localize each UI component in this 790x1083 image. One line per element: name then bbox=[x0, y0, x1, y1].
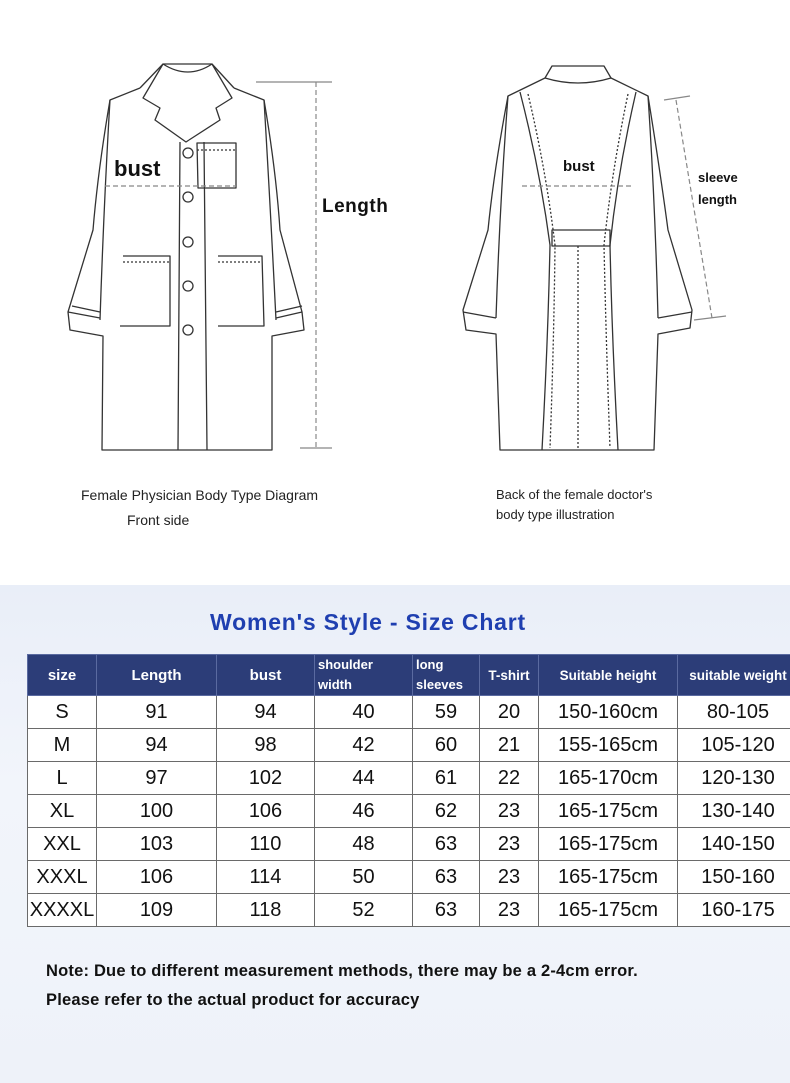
cell-tshirt: 23 bbox=[480, 894, 539, 927]
cell-shoulder-width: 52 bbox=[315, 894, 413, 927]
size-chart-title: Women's Style - Size Chart bbox=[210, 609, 526, 635]
front-length-label: Length bbox=[322, 196, 389, 217]
note-line1: Note: Due to different measurement methods, there may be a 2-4cm error. bbox=[46, 962, 638, 980]
cell-length: 103 bbox=[97, 828, 217, 861]
table-row bbox=[28, 795, 790, 828]
cell-tshirt: 22 bbox=[480, 762, 539, 795]
cell-suitable-weight: 130-140 bbox=[678, 795, 790, 828]
cell-bust: 98 bbox=[217, 729, 315, 762]
header-shoulder-width: shoulder width bbox=[315, 655, 413, 696]
front-caption-line1: Female Physician Body Type Diagram bbox=[81, 487, 319, 503]
cell-long-sleeves: 62 bbox=[413, 795, 480, 828]
cell-shoulder-width: 46 bbox=[315, 795, 413, 828]
cell-long-sleeves: 60 bbox=[413, 729, 480, 762]
cell-bust: 114 bbox=[217, 861, 315, 894]
cell-bust: 94 bbox=[217, 696, 315, 729]
header-suitable-height: Suitable height bbox=[539, 655, 678, 696]
cell-size: L bbox=[28, 762, 97, 795]
cell-shoulder-width: 44 bbox=[315, 762, 413, 795]
header-tshirt: T-shirt bbox=[480, 655, 539, 696]
cell-suitable-height: 165-175cm bbox=[539, 828, 678, 861]
cell-length: 94 bbox=[97, 729, 217, 762]
cell-shoulder-width: 40 bbox=[315, 696, 413, 729]
front-bust-label: bust bbox=[114, 156, 161, 181]
cell-tshirt: 20 bbox=[480, 696, 539, 729]
front-caption-line2: Front side bbox=[127, 512, 190, 528]
cell-long-sleeves: 61 bbox=[413, 762, 480, 795]
cell-suitable-weight: 120-130 bbox=[678, 762, 790, 795]
header-size: size bbox=[28, 655, 97, 696]
cell-length: 91 bbox=[97, 696, 217, 729]
cell-tshirt: 23 bbox=[480, 828, 539, 861]
cell-suitable-weight: 140-150 bbox=[678, 828, 790, 861]
header-long-sleeves: long sleeves bbox=[413, 655, 480, 696]
header-bust: bust bbox=[217, 655, 315, 696]
cell-suitable-weight: 160-175 bbox=[678, 894, 790, 927]
size-chart-section bbox=[0, 585, 790, 1083]
cell-suitable-height: 165-175cm bbox=[539, 795, 678, 828]
back-coat-drawing bbox=[463, 66, 692, 450]
back-caption-line2: body type illustration bbox=[496, 507, 615, 522]
table-row bbox=[28, 696, 790, 729]
back-sleeve-label-line2: length bbox=[698, 192, 737, 207]
cell-suitable-height: 150-160cm bbox=[539, 696, 678, 729]
cell-length: 109 bbox=[97, 894, 217, 927]
cell-length: 106 bbox=[97, 861, 217, 894]
measurement-note bbox=[46, 957, 638, 1015]
cell-shoulder-width: 42 bbox=[315, 729, 413, 762]
cell-bust: 118 bbox=[217, 894, 315, 927]
cell-long-sleeves: 63 bbox=[413, 828, 480, 861]
cell-size: XXXXL bbox=[28, 894, 97, 927]
cell-tshirt: 23 bbox=[480, 795, 539, 828]
cell-shoulder-width: 50 bbox=[315, 861, 413, 894]
cell-size: S bbox=[28, 696, 97, 729]
cell-suitable-weight: 150-160 bbox=[678, 861, 790, 894]
cell-shoulder-width: 48 bbox=[315, 828, 413, 861]
back-caption-line1: Back of the female doctor's bbox=[496, 487, 653, 502]
front-coat-drawing bbox=[68, 64, 304, 450]
cell-suitable-weight: 80-105 bbox=[678, 696, 790, 729]
cell-size: XXXL bbox=[28, 861, 97, 894]
cell-bust: 102 bbox=[217, 762, 315, 795]
cell-tshirt: 21 bbox=[480, 729, 539, 762]
cell-suitable-height: 165-175cm bbox=[539, 861, 678, 894]
cell-suitable-height: 165-175cm bbox=[539, 894, 678, 927]
cell-bust: 106 bbox=[217, 795, 315, 828]
cell-length: 100 bbox=[97, 795, 217, 828]
cell-suitable-height: 155-165cm bbox=[539, 729, 678, 762]
cell-long-sleeves: 63 bbox=[413, 894, 480, 927]
header-length: Length bbox=[97, 655, 217, 696]
back-sleeve-label-line1: sleeve bbox=[698, 170, 738, 185]
table-row bbox=[28, 828, 790, 861]
front-length-line bbox=[256, 82, 332, 448]
cell-bust: 110 bbox=[217, 828, 315, 861]
cell-long-sleeves: 63 bbox=[413, 861, 480, 894]
table-row bbox=[28, 894, 790, 927]
cell-length: 97 bbox=[97, 762, 217, 795]
cell-suitable-weight: 105-120 bbox=[678, 729, 790, 762]
cell-long-sleeves: 59 bbox=[413, 696, 480, 729]
back-bust-label: bust bbox=[563, 158, 595, 175]
cell-size: XL bbox=[28, 795, 97, 828]
cell-size: M bbox=[28, 729, 97, 762]
cell-suitable-height: 165-170cm bbox=[539, 762, 678, 795]
table-row bbox=[28, 861, 790, 894]
table-row bbox=[28, 729, 790, 762]
table-header-row bbox=[28, 655, 790, 696]
cell-size: XXL bbox=[28, 828, 97, 861]
note-line2: Please refer to the actual product for accuracy bbox=[46, 991, 420, 1009]
header-suitable-weight: suitable weight bbox=[678, 655, 790, 696]
size-table bbox=[27, 654, 790, 927]
table-row bbox=[28, 762, 790, 795]
cell-tshirt: 23 bbox=[480, 861, 539, 894]
